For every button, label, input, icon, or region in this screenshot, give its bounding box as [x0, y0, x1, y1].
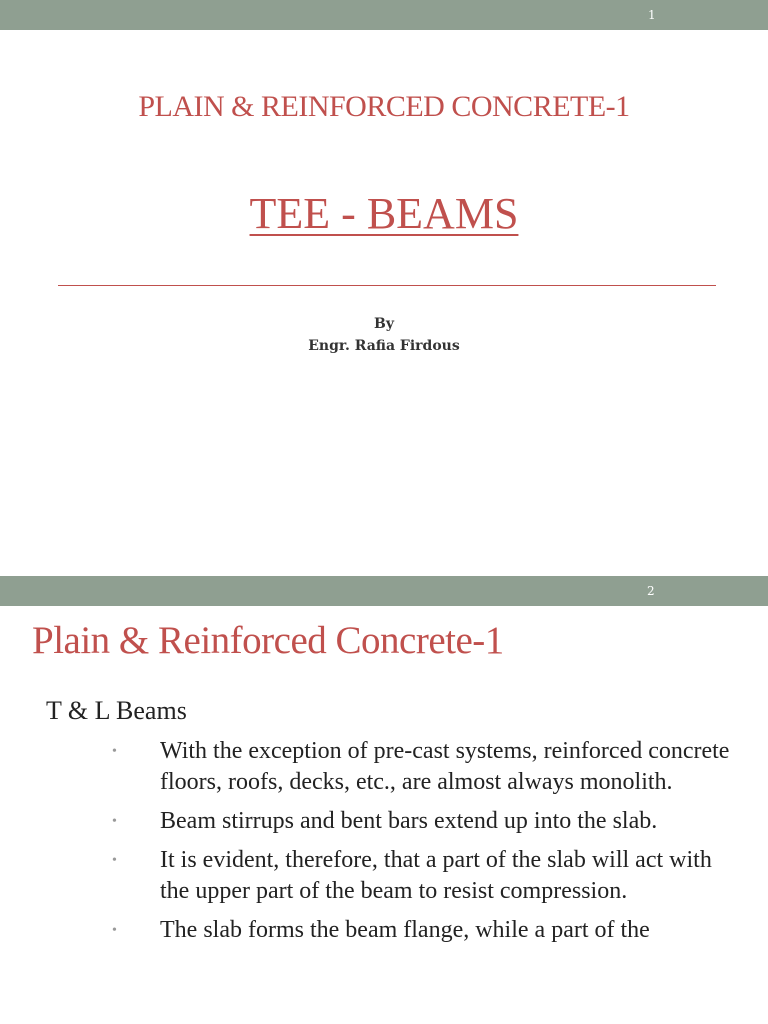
divider-line: [58, 285, 716, 286]
list-item: [112, 915, 732, 946]
slide-2: [0, 576, 768, 1024]
lecture-title-text: TEE - BEAMS: [249, 189, 519, 238]
bullet-icon: •: [112, 814, 117, 829]
list-item: [112, 806, 732, 837]
author-name: Engr. Rafia Firdous: [308, 338, 460, 354]
bullet-list: [112, 736, 732, 954]
lecture-title: [0, 188, 768, 239]
bullet-icon: •: [112, 744, 117, 759]
bullet-icon: •: [112, 923, 117, 938]
list-item: [112, 736, 732, 798]
bullet-icon: •: [112, 853, 117, 868]
list-item-text: The slab forms the beam flange, while a part of the: [160, 917, 650, 943]
section-heading: T & L Beams: [46, 696, 187, 725]
slide-number: 1: [648, 8, 656, 22]
course-title: PLAIN & REINFORCED CONCRETE-1: [138, 90, 630, 123]
list-item-text: With the exception of pre-cast systems, reinforced concrete floors, roofs, decks, etc., are almost always monolith.: [160, 738, 730, 795]
slide-number: 2: [647, 584, 655, 598]
list-item-text: It is evident, therefore, that a part of the slab will act with the upper part of the beam to resist compression.: [160, 847, 712, 904]
by-label: By: [374, 316, 394, 332]
list-item: [112, 845, 732, 907]
slide-header-bar: [0, 0, 768, 30]
slide-title: Plain & Reinforced Concrete-1: [32, 619, 504, 662]
list-item-text: Beam stirrups and bent bars extend up into the slab.: [160, 808, 658, 834]
slide-header-bar: [0, 576, 768, 606]
